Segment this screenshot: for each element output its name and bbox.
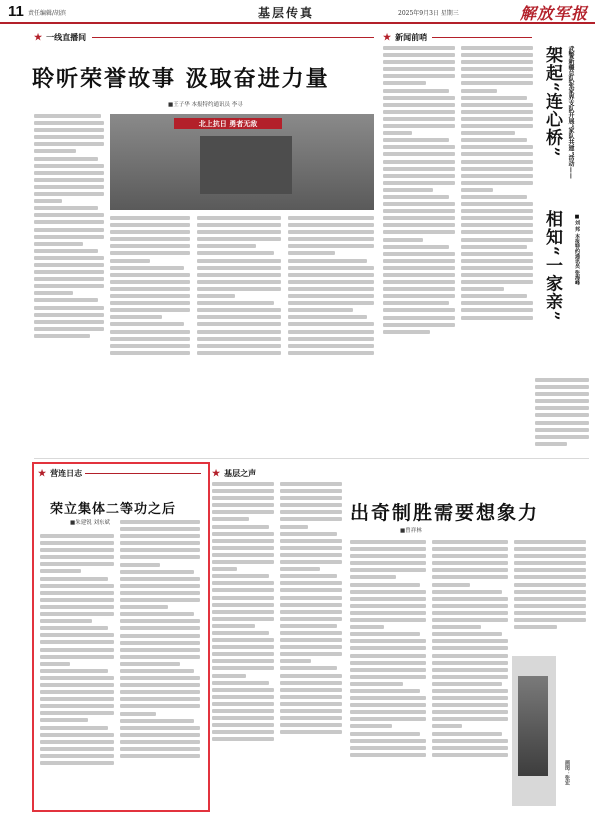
article-text-column [350,540,426,802]
article-title-part2: 相知“一家亲” [542,210,562,322]
article-text-column [197,216,281,376]
illustration [512,656,556,806]
section-label-voice [212,468,256,479]
newspaper-logo: 解放军报 [520,4,589,23]
editor-credit: 责任编辑/胡滨 [28,10,67,17]
article-byline: ■朱建锐 刘东斌 [70,520,110,526]
article-text-column [461,46,533,378]
article-text-column [120,520,200,802]
article-text-column [288,216,374,376]
section-label-text: 新闻前哨 [395,32,428,42]
article-photo [110,114,374,210]
section-divider [92,37,374,38]
article-text-column [535,378,589,458]
article-text-column [514,540,586,650]
horizontal-divider [34,458,589,459]
article-text-column [40,534,114,802]
article-title-part1: 架起“连心桥” [542,46,562,158]
photo-subject [200,136,292,194]
section-label-news [383,32,427,43]
article-byline: ■王子华 本报特约通讯员 李寻 [168,102,243,108]
section-divider [432,37,532,38]
section-title: 基层传真 [258,6,315,20]
photo-banner: 北上抗日 勇者无敌 [174,118,282,129]
section-label-text: 营连日志 [50,468,83,478]
article-subtitle: 武警新疆总队张家界支队开展“家队共建”活动—— [567,46,574,179]
star-icon: ★ [212,468,221,479]
article-text-column [212,482,274,802]
article-headline: 出奇制胜需要想象力 [350,502,540,524]
star-icon: ★ [383,32,392,43]
article-byline: ■曾祥林 [400,528,422,534]
article-text-column [432,540,508,802]
article-text-column [110,216,190,376]
illustration-caption: 画图：张宏 [564,760,570,785]
section-label-live [34,32,86,43]
article-text-column [280,482,342,802]
section-label-text: 一线直播间 [46,32,87,42]
section-divider [85,473,201,474]
article-headline: 聆听荣誉故事 汲取奋进力量 [32,66,330,92]
section-label-text: 基层之声 [224,468,257,478]
section-label-log [38,468,82,479]
star-icon: ★ [34,32,43,43]
star-icon: ★ [38,468,47,479]
issue-date: 2025年9月3日 星期三 [398,10,459,17]
page-number: 11 [8,3,24,20]
article-text-column [34,114,104,376]
article-byline: ■刘 邦 本报特约通讯员 张海峰 [574,214,580,286]
article-headline: 荣立集体二等功之后 [50,502,177,517]
article-text-column [383,46,455,378]
